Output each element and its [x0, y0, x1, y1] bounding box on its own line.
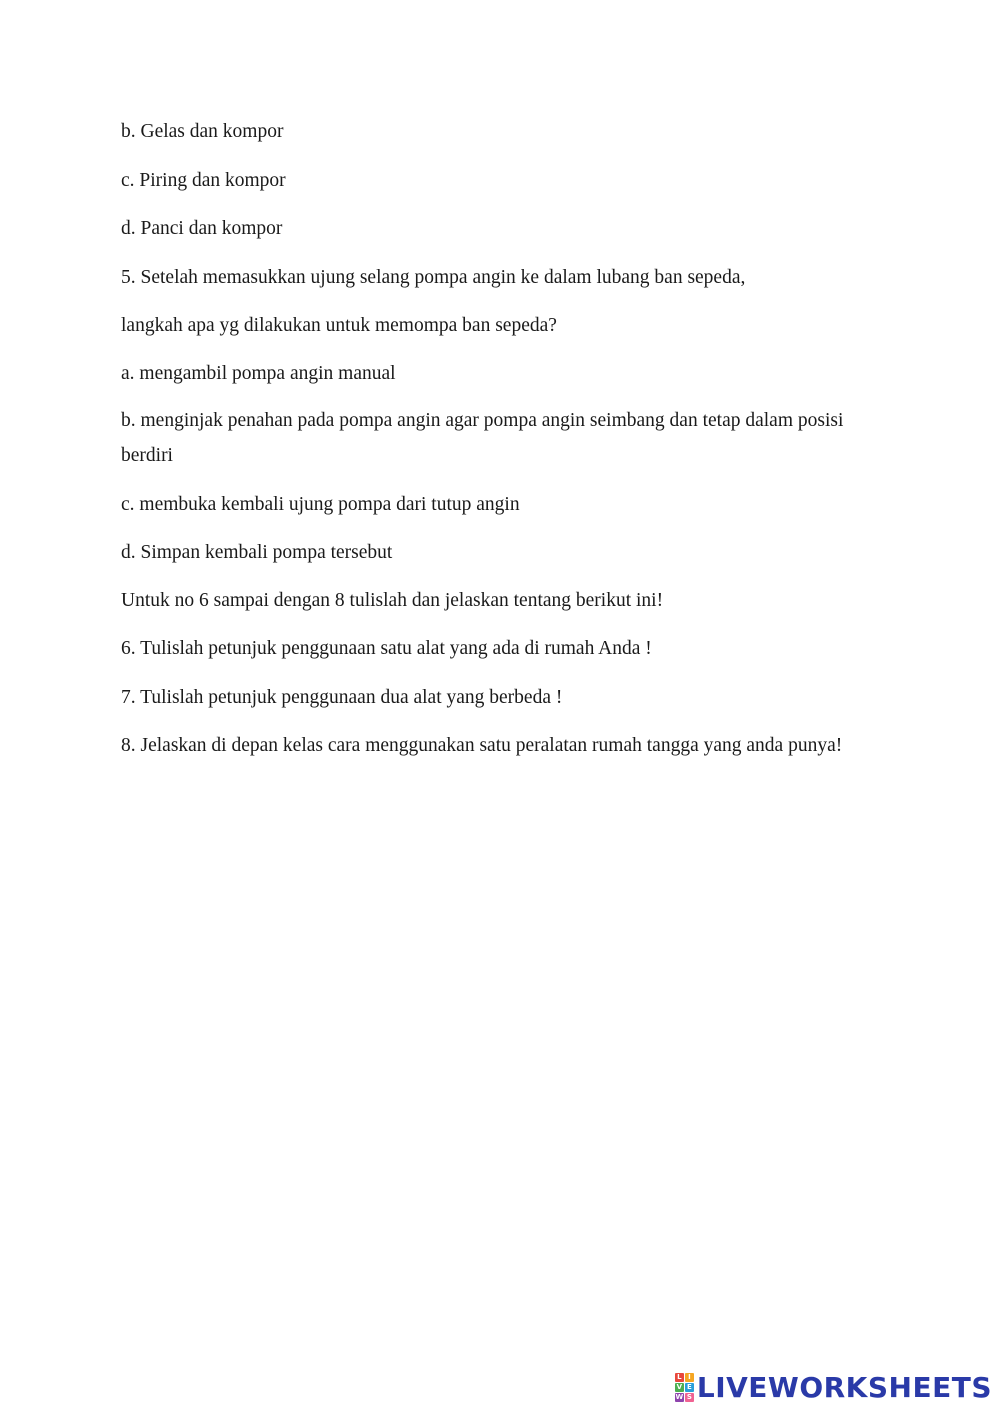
logo-mark-cell: E [685, 1383, 694, 1392]
logo-mark-cell: I [685, 1373, 694, 1382]
question-5-line-1: 5. Setelah memasukkan ujung selang pompa angin ke dalam lubang ban sepeda, [121, 267, 746, 288]
question-8: 8. Jelaskan di depan kelas cara menggunakan satu peralatan rumah tangga yang anda punya! [121, 735, 843, 756]
logo-mark-cell: V [676, 1382, 683, 1391]
option-b-q4: b. Gelas dan kompor [121, 121, 284, 142]
option-c-q5: c. membuka kembali ujung pompa dari tutup angin [121, 494, 520, 515]
option-d-q4: d. Panci dan kompor [121, 218, 283, 239]
option-a-q5: a. mengambil pompa angin manual [121, 363, 396, 384]
option-d-q5: d. Simpan kembali pompa tersebut [121, 542, 393, 563]
question-7: 7. Tulislah petunjuk penggunaan dua alat yang berbeda ! [121, 687, 563, 708]
logo-text: LIVEWORKSHEETS [696, 1370, 992, 1404]
question-5-line-2: langkah apa yg dilakukan untuk memompa ban sepeda? [121, 315, 557, 336]
question-6: 6. Tulislah petunjuk penggunaan satu alat yang ada di rumah Anda ! [121, 638, 652, 659]
logo-mark-cell: L [675, 1373, 684, 1382]
option-c-q4: c. Piring dan kompor [121, 170, 286, 191]
option-b-q5: b. menginjak penahan pada pompa angin agar pompa angin seimbang dan tetap dalam posisi berdiri [121, 410, 844, 466]
logo-mark-cell: S [686, 1392, 692, 1401]
logo-mark-icon [675, 1373, 694, 1402]
instruction-6-8: Untuk no 6 sampai dengan 8 tulislah dan jelaskan tentang berikut ini! [121, 590, 664, 611]
logo-mark-cell: W [675, 1392, 684, 1401]
liveworksheets-logo[interactable] [675, 1367, 992, 1407]
